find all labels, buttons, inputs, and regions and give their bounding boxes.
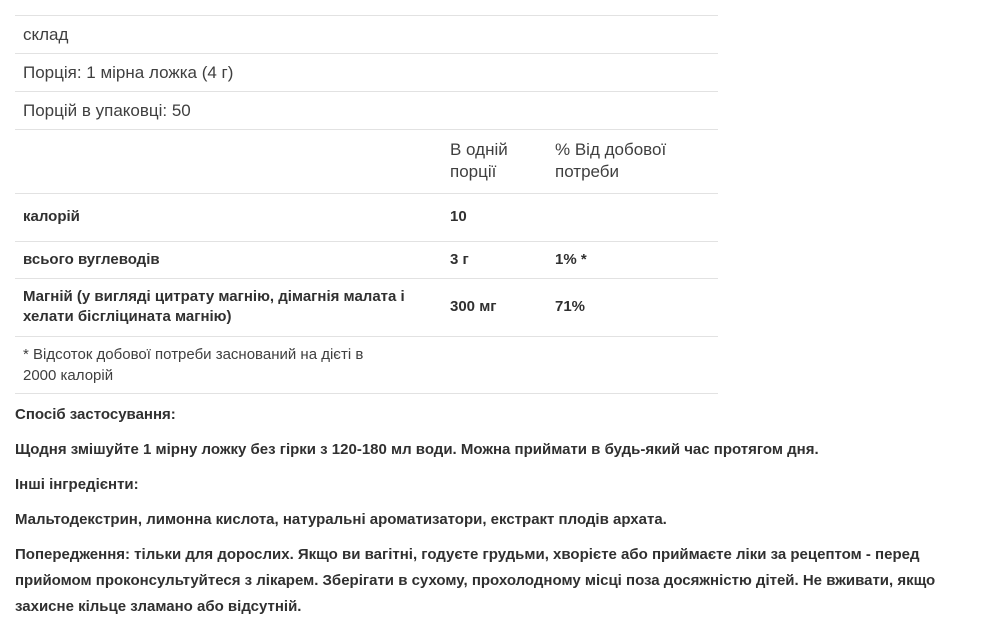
nutrient-daily-value: 1% * [555,251,587,268]
table-header-row [15,129,718,193]
ingredients-body: Мальтодекстрин, лимонна кислота, натуральні ароматизатори, екстракт плодів архата. [15,511,667,528]
ingredients-heading: Інші інгредієнти: [15,476,139,493]
daily-value-footnote: * Відсоток добової потреби заснований на дієті в 2000 калорій [23,346,364,384]
table-row-magnesium [15,278,718,336]
column-header-daily-value: % Від добової потреби [555,140,667,181]
nutrient-amount: 3 г [450,251,469,268]
warning-paragraph: Попередження: тільки для дорослих. Якщо ви вагітні, годуєте грудьми, хворієте або приймаєте ліки за рецептом - перед прийомом проконсультуйтеся з лікарем. Зберігати в сухому, прохолодному місці поза досяжністю дітей. Не вживати, якщо захисне кільце зламано або відсутній. [15,546,936,615]
nutrient-label: Магній (у вигляді цитрату магнію, дімагнія малата і хелати бісгліцината магнію) [23,288,405,325]
nutrient-amount: 10 [450,208,467,225]
composition-label: склад [23,25,69,44]
directions-heading: Спосіб застосування: [15,406,176,423]
serving-size-label: Порція: 1 мірна ложка (4 г) [23,63,234,82]
nutrient-daily-value: 71% [555,298,586,315]
nutrient-label: всього вуглеводів [23,251,160,268]
column-header-per-serving: В одній порції [450,140,508,181]
nutrient-amount: 300 мг [450,298,497,315]
servings-per-container-label: Порцій в упаковці: 50 [23,101,191,120]
table-row-calories [15,193,718,241]
supplement-facts-table [15,15,718,394]
table-footnote-row [15,336,718,394]
table-row-servings-per-container [15,91,718,129]
table-row-carbohydrates [15,241,718,278]
table-row-composition [15,15,718,53]
nutrient-label: калорій [23,208,80,225]
header-spacer [23,139,450,183]
table-row-serving-size [15,53,718,91]
directions-body: Щодня змішуйте 1 мірну ложку без гірки з 120-180 мл води. Можна приймати в будь-який час протягом дня. [15,441,819,458]
text-sections [15,402,985,620]
